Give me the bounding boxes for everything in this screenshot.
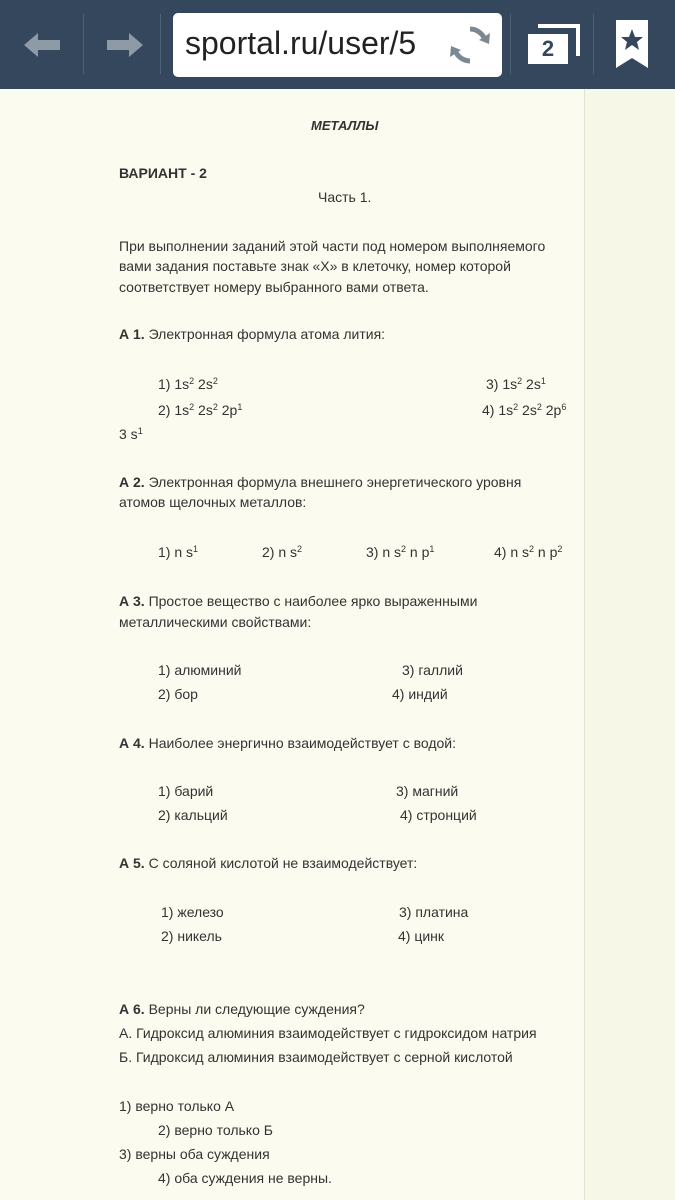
reload-icon[interactable] — [448, 23, 492, 67]
question-label: А 4. — [119, 735, 145, 751]
answer-option — [158, 374, 218, 394]
question-label: А 1. — [119, 326, 145, 342]
doc-title: МЕТАЛЛЫ — [311, 118, 379, 133]
url-text[interactable]: sportal.ru/user/5 — [185, 25, 417, 61]
question-a1 — [119, 324, 385, 344]
option-text: 3) $1s^2$ $2s^1$ — [486, 376, 546, 392]
answer-option: 4) индий — [392, 686, 448, 702]
answer-option-continued — [119, 424, 143, 444]
answer-option: 2) верно только Б — [158, 1122, 273, 1138]
question-a4 — [119, 733, 456, 753]
statement-a: А. Гидроксид алюминия взаимодействует с гидроксидом натрия — [119, 1025, 537, 1041]
answer-option: 2) никель — [161, 928, 222, 944]
bookmark-star-icon[interactable] — [610, 18, 654, 72]
right-margin — [584, 89, 675, 1200]
statement-b: Б. Гидроксид алюминия взаимодействует с серной кислотой — [119, 1049, 513, 1065]
question-text: Верны ли следующие суждения? — [148, 1001, 365, 1017]
answer-option: 3) галлий — [402, 662, 463, 678]
answer-option: 4) оба суждения не верны. — [158, 1170, 332, 1186]
part-heading: Часть 1. — [318, 189, 372, 205]
answer-option — [486, 374, 546, 394]
answer-option: 1) железо — [161, 904, 224, 920]
question-a3 — [119, 591, 477, 611]
question-label: А 6. — [119, 1001, 145, 1017]
question-text: Электронная формула внешнего энергетического уровня — [148, 474, 522, 490]
instruction-line: соответствует номеру выбранного вами ответа. — [119, 279, 429, 295]
toolbar-separator — [83, 14, 84, 74]
toolbar-separator — [593, 14, 594, 74]
answer-option: 3) верны оба суждения — [119, 1146, 270, 1162]
answer-option — [482, 400, 566, 420]
back-arrow-icon — [20, 30, 64, 60]
answer-option: 1) барий — [158, 783, 214, 799]
answer-option — [158, 400, 242, 420]
option-text: 4) n $s^2$ n $p^2$ — [494, 544, 563, 560]
browser-toolbar — [0, 0, 675, 89]
question-label: А 2. — [119, 474, 145, 490]
option-text: 1) $1s^2$ $2s^2$ — [158, 376, 218, 392]
question-a6 — [119, 999, 365, 1019]
question-label: А 5. — [119, 855, 145, 871]
question-text: Простое вещество с наиболее ярко выраженными — [148, 593, 478, 609]
tab-count: 2 — [541, 36, 555, 61]
answer-option: 3) платина — [399, 904, 469, 920]
forward-arrow-icon — [103, 30, 147, 60]
question-a5 — [119, 853, 417, 873]
answer-option — [158, 542, 198, 562]
option-text: 4) $1s^2$ $2s^2$ $2p^6$ — [482, 402, 567, 418]
tabs-button[interactable] — [524, 20, 582, 70]
answer-option: 1) верно только А — [119, 1098, 235, 1114]
option-text: 2) $1s^2$ $2s^2$ $2p^1$ — [158, 402, 243, 418]
back-button[interactable] — [17, 18, 67, 72]
variant-heading: ВАРИАНТ - 2 — [119, 165, 207, 181]
answer-option — [494, 542, 562, 562]
question-text: Электронная формула атома лития: — [148, 326, 386, 342]
option-text: 3) n $s^2$ n $p^1$ — [366, 544, 435, 560]
toolbar-separator — [160, 14, 161, 74]
question-label: А 3. — [119, 593, 145, 609]
question-text: атомов щелочных металлов: — [119, 494, 307, 510]
answer-option — [366, 542, 434, 562]
answer-option: 2) кальций — [158, 807, 228, 823]
answer-option: 3) магний — [396, 783, 459, 799]
option-text: 3 $s^1$ — [119, 426, 143, 442]
question-text: металлическими свойствами: — [119, 614, 312, 630]
answer-option: 4) цинк — [398, 928, 445, 944]
question-a2 — [119, 472, 521, 492]
answer-option: 2) бор — [158, 686, 198, 702]
option-text: 1) n $s^1$ — [158, 544, 199, 560]
instruction-line: вами задания поставьте знак «X» в клеточку, номер которой — [119, 258, 511, 274]
answer-option: 1) алюминий — [158, 662, 242, 678]
answer-option: 4) стронций — [400, 807, 477, 823]
question-text: С соляной кислотой не взаимодействует: — [148, 855, 418, 871]
address-bar[interactable] — [173, 13, 502, 77]
toolbar-separator — [510, 14, 511, 74]
answer-option — [262, 542, 302, 562]
option-text: 2) n $s^2$ — [262, 544, 303, 560]
question-text: Наиболее энергично взаимодействует с водой: — [148, 735, 457, 751]
forward-button[interactable] — [100, 18, 150, 72]
instruction-line: При выполнении заданий этой части под номером выполняемого — [119, 238, 546, 254]
